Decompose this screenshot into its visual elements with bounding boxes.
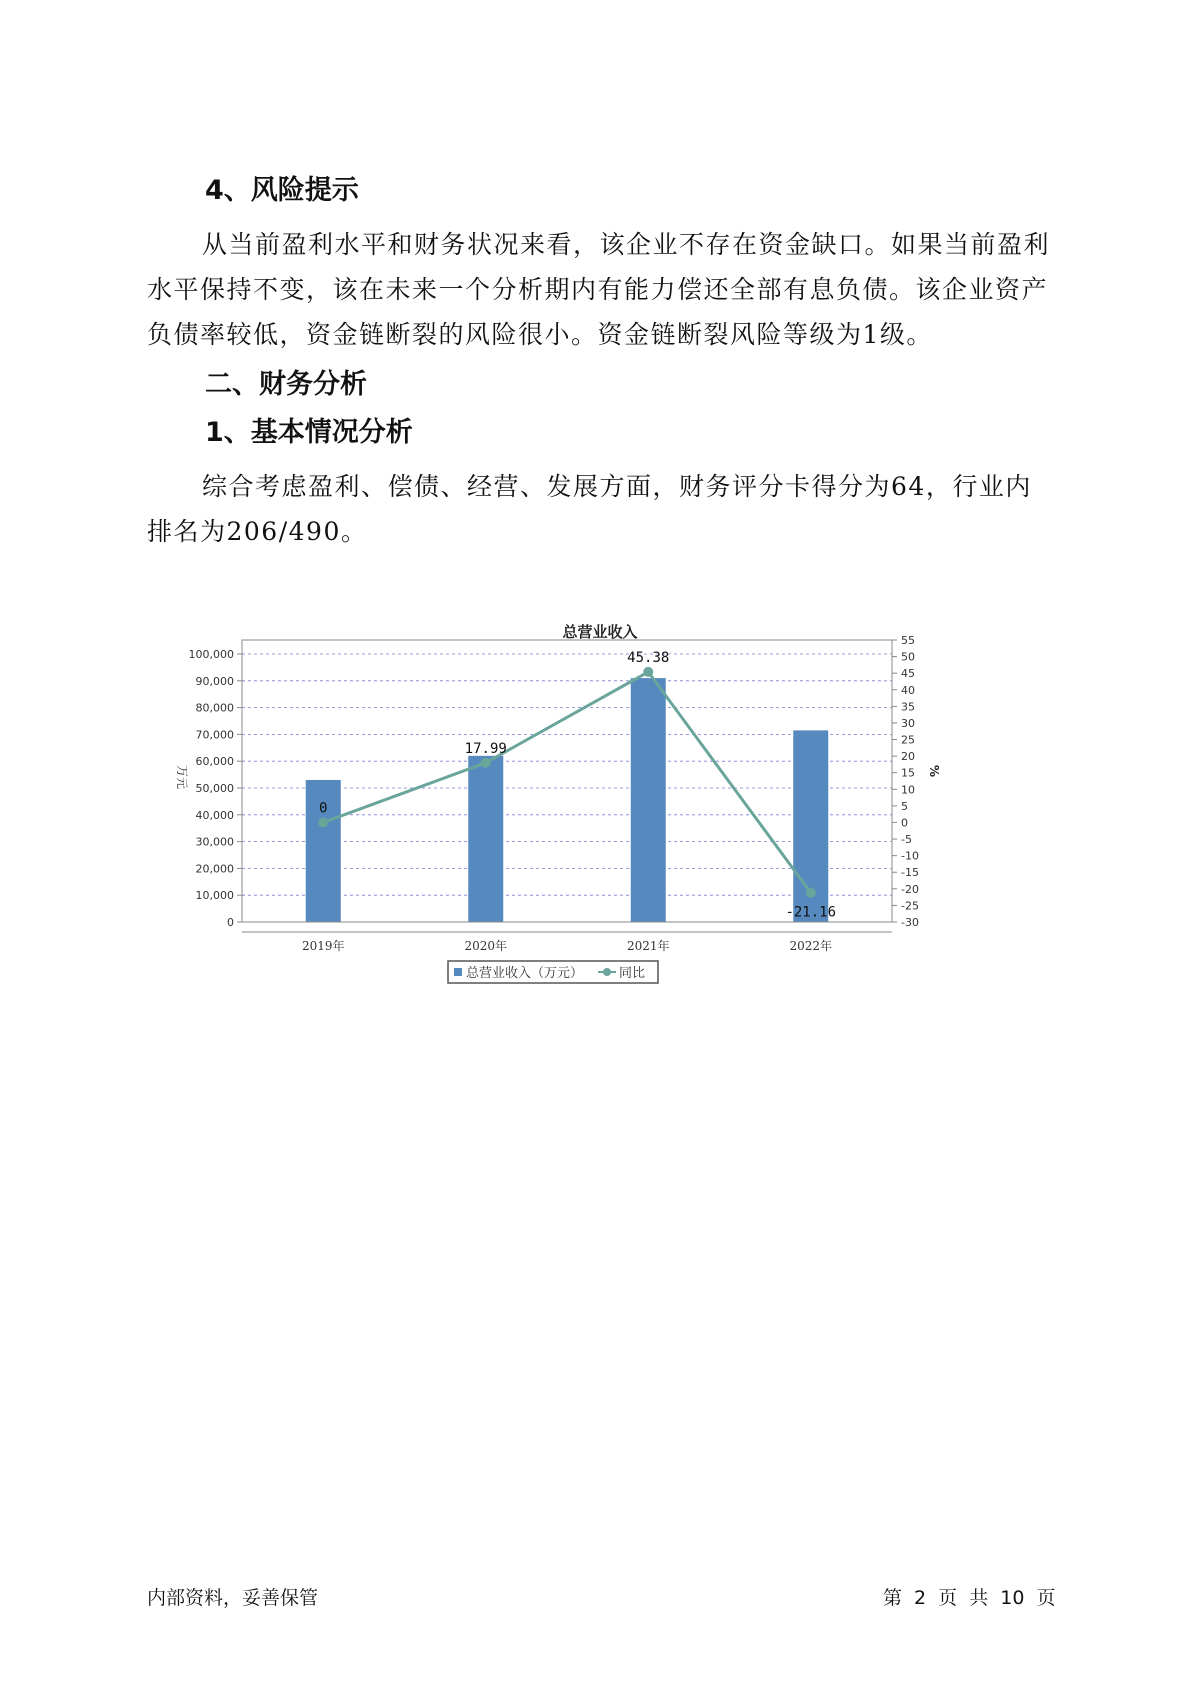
y-tick-label: 60,000 — [195, 755, 234, 769]
footer-page-number: 第 2 页 共 10 页 — [883, 1587, 1056, 1609]
line-point — [806, 888, 816, 898]
y2-tick-label: 5 — [901, 799, 908, 813]
y2-tick-label: 15 — [901, 766, 915, 780]
section-heading-risk: 4、风险提示 — [205, 175, 359, 206]
risk-paragraph: 从当前盈利水平和财务状况来看，该企业不存在资金缺口。如果当前盈利水平保持不变，该在未来一个分析期内有能力偿还全部有息负债。该企业资产负债率较低，资金链断裂的风险很小。资金链断裂风险等级为1级。 — [147, 230, 1051, 349]
y2-tick-label: -25 — [901, 899, 919, 913]
y-axis-title: 万元 — [175, 765, 189, 790]
y2-tick-label: 10 — [901, 783, 915, 797]
y2-tick-label: 55 — [901, 634, 915, 647]
y2-tick-label: 20 — [901, 750, 915, 764]
y-tick-label: 30,000 — [195, 835, 234, 849]
y2-tick-label: 40 — [901, 683, 915, 697]
data-label: 0 — [319, 800, 328, 817]
x-tick-label: 2022年 — [789, 939, 833, 953]
y2-tick-label: -20 — [901, 882, 919, 896]
y-tick-label: 20,000 — [195, 862, 234, 876]
y2-tick-label: 35 — [901, 700, 915, 714]
y2-tick-label: 45 — [901, 667, 915, 681]
legend-line-marker — [603, 968, 611, 976]
y2-tick-label: -15 — [901, 866, 919, 880]
line-point — [643, 667, 653, 677]
y-tick-label: 50,000 — [195, 782, 234, 795]
data-label: 17.99 — [464, 740, 507, 757]
y-tick-label: 90,000 — [195, 674, 234, 688]
section-heading-basic: 1、基本情况分析 — [205, 417, 413, 448]
y-tick-label: 40,000 — [195, 808, 234, 822]
revenue-chart — [170, 615, 1030, 1080]
chart-legend — [448, 961, 658, 983]
section-heading-finance: 二、财务分析 — [205, 369, 367, 400]
x-tick-label: 2021年 — [626, 939, 670, 953]
data-label: -21.16 — [785, 904, 837, 921]
y-tick-label: 80,000 — [195, 701, 234, 715]
y2-tick-label: -10 — [901, 849, 919, 863]
y-tick-label: 100,000 — [188, 648, 234, 661]
legend-line-label: 同比 — [619, 966, 646, 981]
basic-paragraph: 综合考虑盈利、偿债、经营、发展方面，财务评分卡得分为64，行业内排名为206/490。 — [147, 472, 1032, 546]
bar — [631, 678, 666, 922]
x-tick-label: 2020年 — [464, 939, 508, 953]
line-path — [323, 672, 811, 893]
data-labels — [319, 650, 836, 921]
y-tick-label: 70,000 — [195, 728, 234, 742]
y2-tick-label: -5 — [901, 833, 912, 847]
y2-tick-label: 30 — [901, 716, 915, 730]
y2-tick-label: 50 — [901, 650, 915, 664]
footer-confidential: 内部资料，妥善保管 — [147, 1587, 319, 1609]
line-series — [318, 667, 816, 898]
y2-tick-label: -30 — [901, 916, 919, 929]
legend-bar-label: 总营业收入（万元） — [466, 966, 584, 981]
y2-tick-label: 0 — [901, 816, 908, 830]
y-tick-label: 10,000 — [195, 889, 234, 903]
legend-bar-swatch — [454, 968, 462, 976]
y-tick-label: 0 — [227, 916, 234, 929]
line-point — [318, 817, 328, 827]
line-point — [481, 758, 491, 768]
x-tick-label: 2019年 — [301, 939, 345, 953]
y2-axis-title: % — [927, 765, 941, 778]
y2-tick-label: 25 — [901, 733, 915, 747]
bar — [468, 756, 503, 922]
data-label: 45.38 — [627, 649, 670, 666]
chart-title: 总营业收入 — [562, 623, 638, 641]
